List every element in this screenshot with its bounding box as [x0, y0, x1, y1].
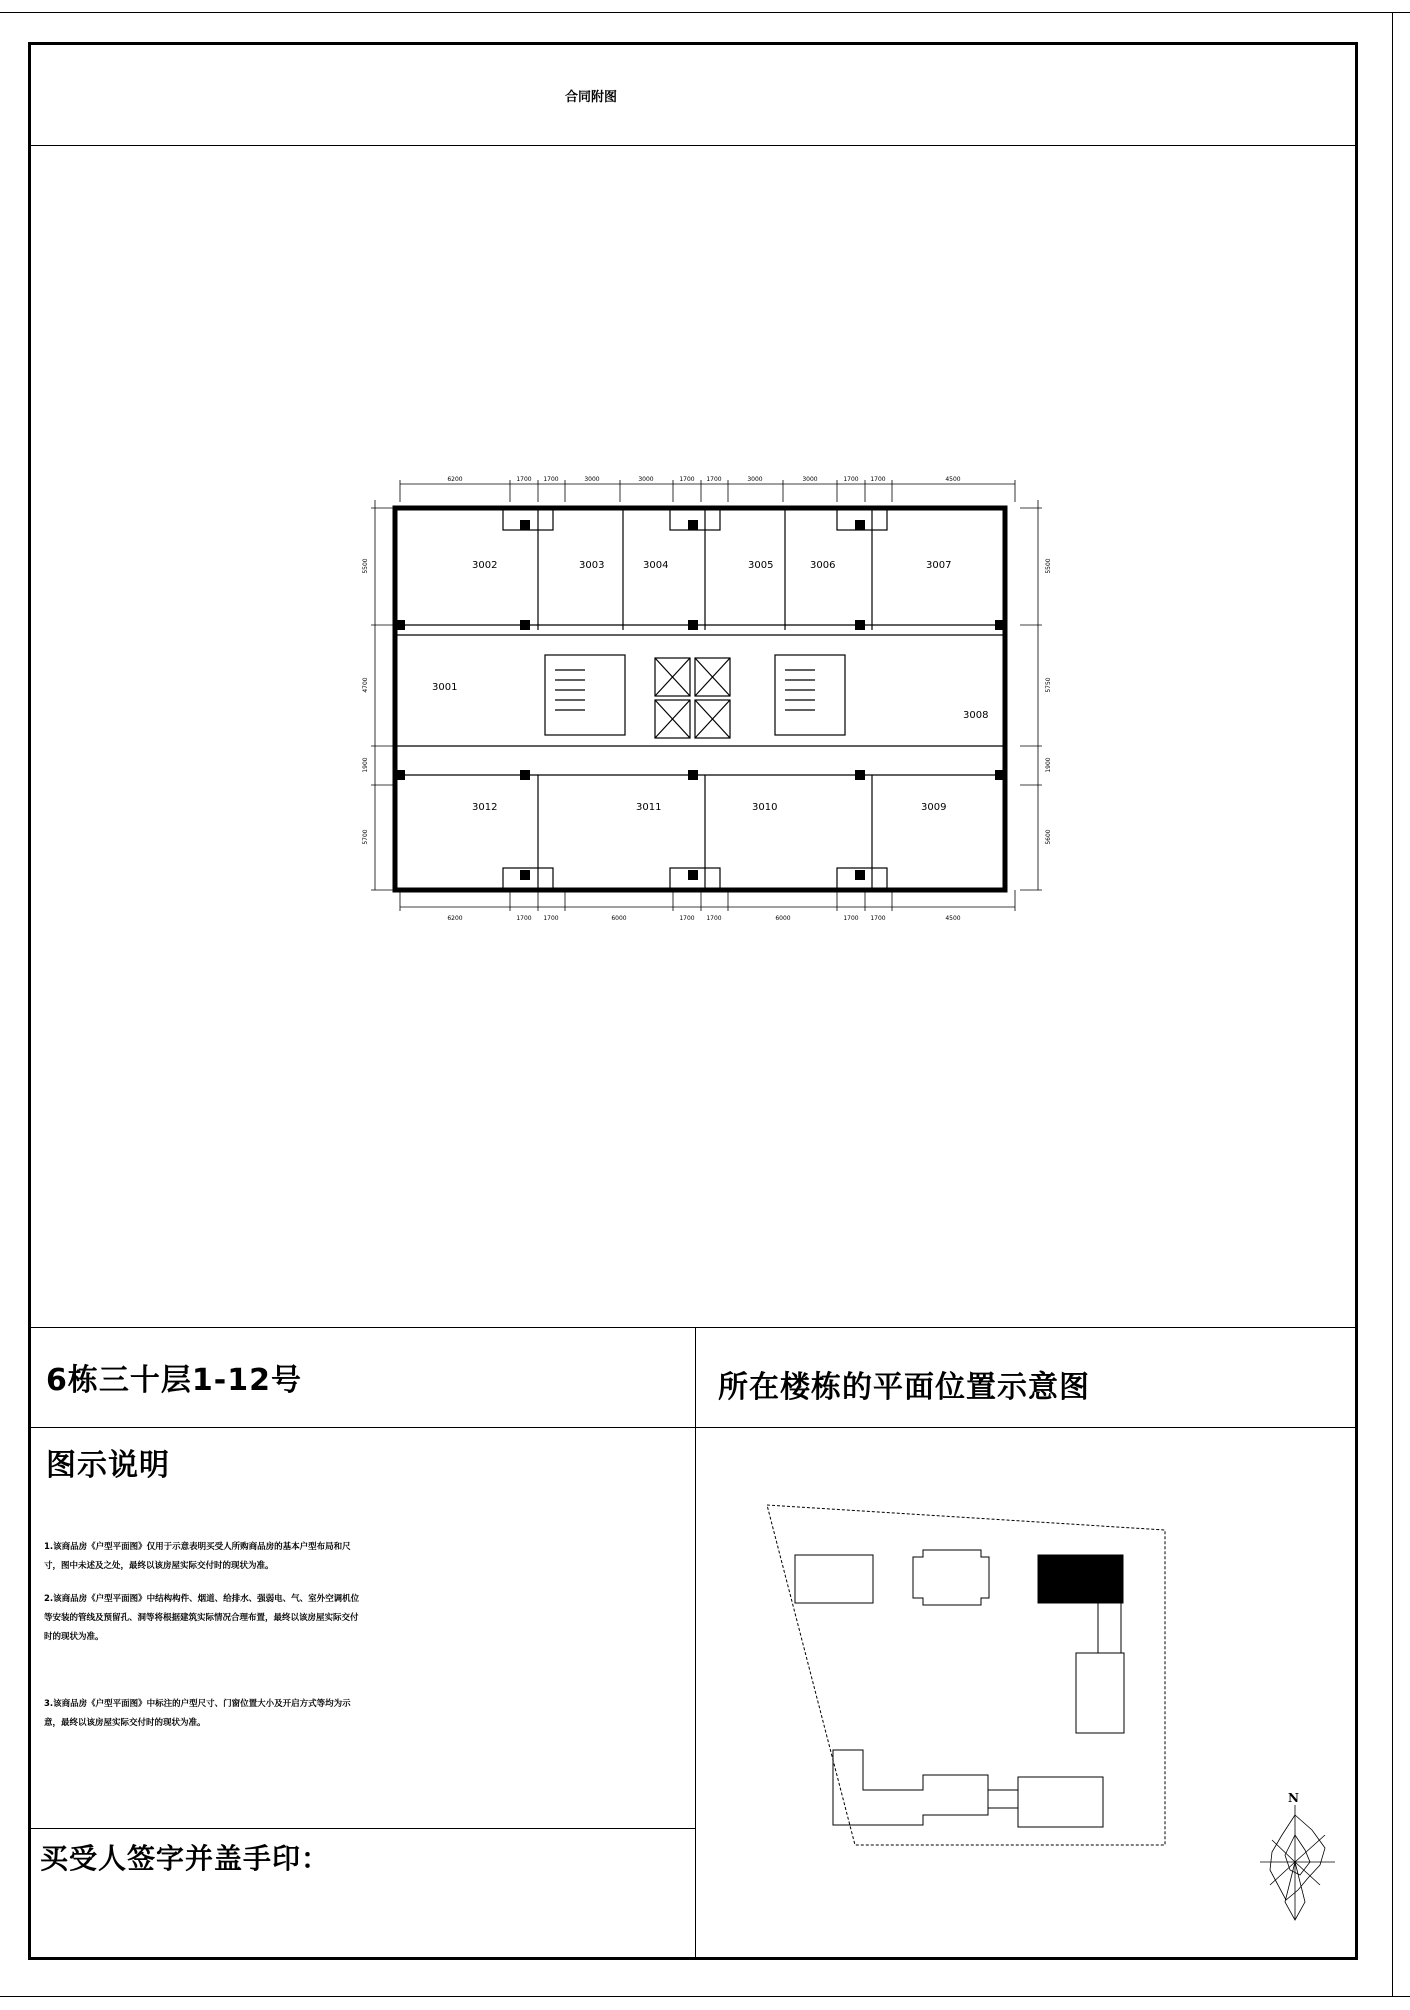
unit-label: 3005: [748, 560, 774, 571]
dim-label: 6000: [611, 915, 627, 922]
dim-label: 1700: [843, 476, 859, 483]
dim-label: 4700: [362, 677, 369, 693]
legend-note: 1.该商品房《户型平面图》仅用于示意表明买受人所购商品房的基本户型布局和尺寸，图中未述及之处，最终以该房屋实际交付时的现状为准。: [44, 1542, 351, 1571]
unit-label: 3010: [752, 802, 778, 813]
dim-label: 3000: [638, 476, 654, 483]
legend-title: 图示说明: [46, 1448, 170, 1483]
info-top-divider: [30, 1327, 1357, 1328]
dim-label: 6200: [447, 476, 463, 483]
info-column-divider: [695, 1327, 696, 1957]
legend-note: 3.该商品房《户型平面图》中标注的户型尺寸、门窗位置大小及开启方式等均为示意，最终以该房屋实际交付时的现状为准。: [44, 1699, 351, 1728]
unit-label: 3012: [472, 802, 498, 813]
contract-title: 合同附图: [565, 90, 618, 105]
dim-label: 5600: [1045, 829, 1052, 845]
building-title: 6栋三十层1-12号: [46, 1363, 302, 1398]
dim-label: 6200: [447, 915, 463, 922]
dim-label: 5500: [362, 558, 369, 574]
unit-label: 3007: [926, 560, 952, 571]
dim-label: 4500: [945, 915, 961, 922]
unit-label: 3006: [810, 560, 836, 571]
dim-label: 3000: [802, 476, 818, 483]
dim-label: 6000: [775, 915, 791, 922]
dim-label: 1900: [362, 757, 369, 773]
unit-label: 3001: [432, 682, 458, 693]
dim-label: 5500: [1045, 558, 1052, 574]
dim-label: 5750: [1045, 677, 1052, 693]
site-plan-title: 所在楼栋的平面位置示意图: [718, 1370, 1090, 1405]
building-block: [1098, 1603, 1121, 1653]
bottom-dim-ticks: [400, 890, 1015, 911]
dim-label: 4500: [945, 476, 961, 483]
dim-label: 1700: [679, 915, 695, 922]
signature-divider: [30, 1828, 695, 1829]
unit-label: 3009: [921, 802, 947, 813]
building-block: [1018, 1777, 1103, 1827]
page-right-rule: [1392, 12, 1393, 1996]
dim-label: 1700: [706, 915, 722, 922]
signature-label: 买受人签字并盖手印：: [40, 1842, 331, 1875]
page-top-rule: [0, 12, 1410, 13]
dim-label: 1700: [543, 915, 559, 922]
dim-label: 1700: [870, 476, 886, 483]
page-bottom-rule: [0, 1996, 1410, 1997]
floor-plan: [355, 470, 1055, 950]
site-plan: [755, 1495, 1175, 1865]
dim-label: 1900: [1045, 757, 1052, 773]
top-dim-ticks: [400, 480, 1015, 502]
building-block: [833, 1750, 988, 1825]
dim-label: 3000: [584, 476, 600, 483]
dim-label: 1700: [679, 476, 695, 483]
legend-note: 2.该商品房《户型平面图》中结构构件、烟道、给排水、强弱电、气、室外空调机位等安装的管线及预留孔、洞等将根据建筑实际情况合理布置，最终以该房屋实际交付时的现状为准。: [44, 1594, 360, 1642]
north-compass-icon: [1250, 1790, 1340, 1930]
dim-label: 1700: [516, 915, 532, 922]
building-block: [1038, 1555, 1123, 1603]
dim-label: 1700: [706, 476, 722, 483]
dim-label: 1700: [870, 915, 886, 922]
building-block: [795, 1555, 873, 1603]
dim-label: 5700: [362, 829, 369, 845]
unit-label: 3003: [579, 560, 605, 571]
building-block: [1076, 1653, 1124, 1733]
unit-label: 3011: [636, 802, 662, 813]
dim-label: 1700: [843, 915, 859, 922]
north-label: N: [1288, 1791, 1299, 1805]
building-block: [988, 1790, 1018, 1808]
unit-label: 3008: [963, 710, 989, 721]
header-divider: [30, 145, 1357, 146]
unit-label: 3004: [643, 560, 669, 571]
building-block: [913, 1550, 989, 1605]
dim-label: 1700: [543, 476, 559, 483]
dim-label: 1700: [516, 476, 532, 483]
dim-label: 3000: [747, 476, 763, 483]
unit-label: 3002: [472, 560, 498, 571]
info-mid-divider: [30, 1427, 1357, 1428]
